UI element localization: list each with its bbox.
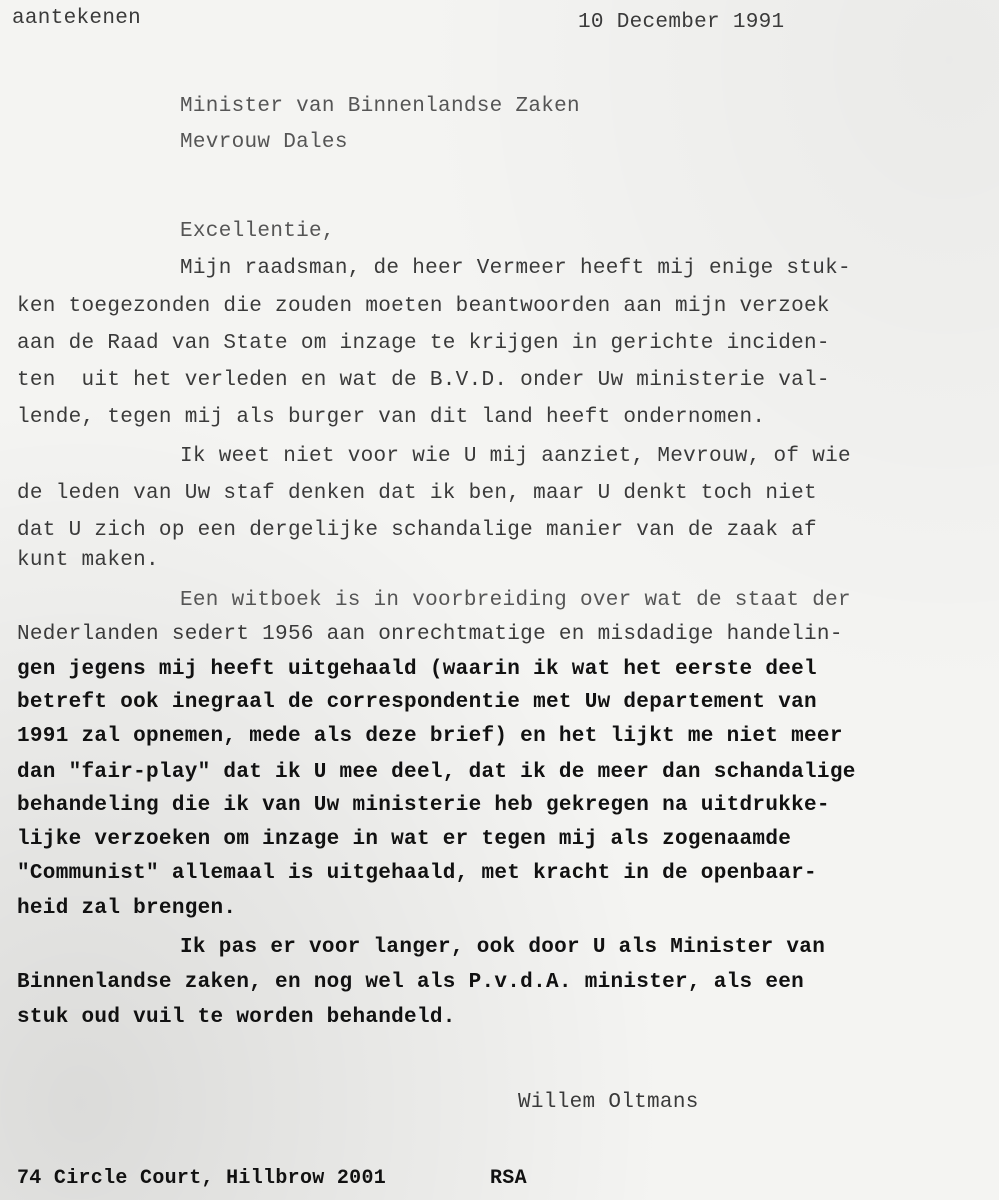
body-line: stuk oud vuil te worden behandeld.	[17, 1006, 456, 1029]
body-line: heid zal brengen.	[17, 897, 237, 920]
body-line: Ik pas er voor langer, ook door U als Minister van	[180, 936, 826, 959]
body-line: lende, tegen mij als burger van dit land heeft ondernomen.	[17, 406, 766, 429]
body-line: Ik weet niet voor wie U mij aanziet, Mevrouw, of wie	[180, 445, 851, 468]
body-line: betreft ook inegraal de correspondentie met Uw departement van	[17, 691, 817, 714]
sender-country: RSA	[490, 1167, 527, 1190]
body-line: dat U zich op een dergelijke schandalige manier van de zaak af	[17, 519, 817, 542]
body-line: kunt maken.	[17, 549, 159, 572]
sender-address: 74 Circle Court, Hillbrow 2001	[17, 1167, 387, 1190]
body-line: Mijn raadsman, de heer Vermeer heeft mij enige stuk-	[180, 257, 851, 280]
body-line: behandeling die ik van Uw ministerie heb gekregen na uitdrukke-	[17, 794, 830, 817]
body-line: dan "fair-play" dat ik U mee deel, dat ik de meer dan schandalige	[17, 761, 856, 784]
body-line: lijke verzoeken om inzage in wat er tegen mij als zogenaamde	[17, 828, 792, 851]
body-line: Binnenlandse zaken, en nog wel als P.v.d.A. minister, als een	[17, 971, 805, 994]
salutation: Excellentie,	[180, 220, 335, 243]
body-line: aan de Raad van State om inzage te krijgen in gerichte inciden-	[17, 332, 830, 355]
body-line: gen jegens mij heeft uitgehaald (waarin ik wat het eerste deel	[17, 658, 817, 681]
body-line: Een witboek is in voorbreiding over wat de staat der	[180, 589, 851, 612]
body-line: 1991 zal opnemen, mede als deze brief) en het lijkt me niet meer	[17, 725, 843, 748]
registered-mail-note: aantekenen	[12, 7, 142, 30]
recipient-name: Mevrouw Dales	[180, 131, 348, 154]
body-line: ten uit het verleden en wat de B.V.D. onder Uw ministerie val-	[17, 369, 830, 392]
body-line: ken toegezonden die zouden moeten beantwoorden aan mijn verzoek	[17, 295, 830, 318]
body-line: de leden van Uw staf denken dat ik ben, maar U denkt toch niet	[17, 482, 817, 505]
body-line: Nederlanden sedert 1956 aan onrechtmatige en misdadige handelin-	[17, 623, 843, 646]
recipient-title: Minister van Binnenlandse Zaken	[180, 95, 580, 118]
body-line: "Communist" allemaal is uitgehaald, met kracht in de openbaar-	[17, 862, 817, 885]
signature: Willem Oltmans	[518, 1091, 699, 1114]
letter-date: 10 December 1991	[578, 11, 785, 34]
